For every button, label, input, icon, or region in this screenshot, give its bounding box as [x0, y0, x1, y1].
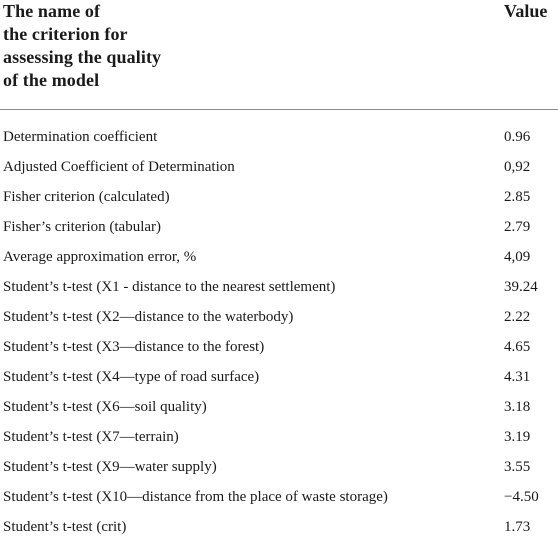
criterion-label: Student’s t-test (X3—distance to the forest): [3, 339, 265, 355]
criterion-label: Student’s t-test (X9—water supply): [3, 459, 217, 475]
criterion-label: Adjusted Coefficient of Determination: [3, 159, 235, 175]
criterion-label: Student’s t-test (X2—distance to the waterbody): [3, 309, 294, 325]
criterion-value: −4.50: [504, 489, 539, 505]
criterion-value: 1.73: [504, 519, 531, 535]
table-row: [0, 332, 558, 362]
table-row: [0, 182, 558, 212]
criterion-value: 4.65: [504, 339, 531, 355]
criterion-value: 4.31: [504, 369, 531, 385]
table-row: [0, 212, 558, 242]
table-row: [0, 242, 558, 272]
criterion-label: Student’s t-test (X10—distance from the place of waste storage): [3, 489, 388, 505]
table-row: [0, 452, 558, 482]
criterion-value: 4,09: [504, 249, 531, 265]
criterion-value: 0.96: [504, 129, 531, 145]
table-row: [0, 152, 558, 182]
table-row: [0, 512, 558, 542]
criterion-column-header: [3, 0, 243, 92]
table-row: [0, 392, 558, 422]
criterion-label: Fisher criterion (calculated): [3, 189, 170, 205]
criterion-value: 2.22: [504, 309, 531, 325]
criterion-label: Student’s t-test (X6—soil quality): [3, 399, 207, 415]
criterion-header-line: assessing the quality: [3, 47, 162, 67]
value-column-header: Value: [504, 1, 548, 21]
criterion-value: 2.85: [504, 189, 531, 205]
criterion-value: 3.55: [504, 459, 531, 475]
criterion-label: Student’s t-test (X7—terrain): [3, 429, 179, 445]
criterion-header-line: of the model: [3, 70, 100, 90]
criterion-value: 0,92: [504, 159, 531, 175]
table-header: [0, 0, 558, 110]
table-body: [0, 122, 558, 542]
criterion-label: Fisher’s criterion (tabular): [3, 219, 162, 235]
table-row: [0, 302, 558, 332]
criterion-label: Student’s t-test (X4—type of road surface): [3, 369, 260, 385]
criterion-value: 2.79: [504, 219, 531, 235]
criterion-value: 3.19: [504, 429, 531, 445]
table-row: [0, 272, 558, 302]
criterion-label: Student’s t-test (crit): [3, 519, 127, 535]
header-divider: [0, 109, 558, 110]
table-row: [0, 122, 558, 152]
criterion-header-line: the criterion for: [3, 24, 128, 44]
criterion-label: Average approximation error, %: [3, 249, 197, 265]
criterion-label: Determination coefficient: [3, 129, 158, 145]
criterion-header-line: The name of: [3, 1, 101, 21]
criterion-label: Student’s t-test (X1 - distance to the nearest settlement): [3, 279, 336, 295]
table-row: [0, 362, 558, 392]
table-row: [0, 422, 558, 452]
criterion-value: 3.18: [504, 399, 531, 415]
criterion-value: 39.24: [504, 279, 538, 295]
table-row: [0, 482, 558, 512]
